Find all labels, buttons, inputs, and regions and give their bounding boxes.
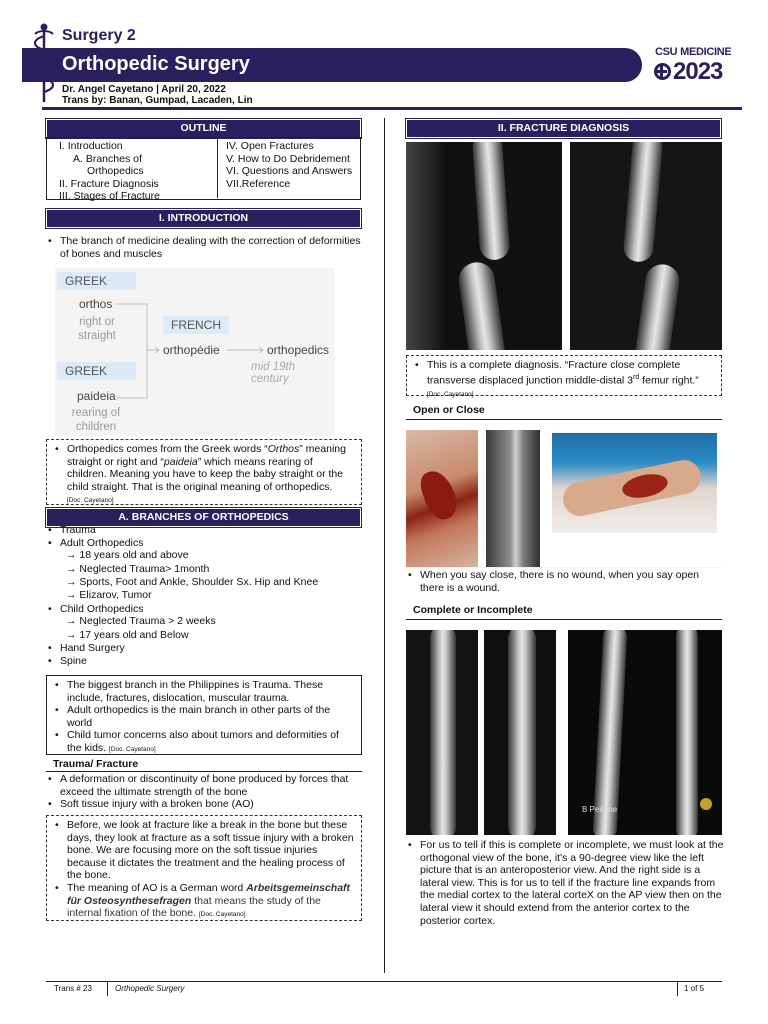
paideia-gloss: rearing of children — [71, 407, 121, 433]
orthos-gloss: right or straight — [78, 316, 116, 342]
diagnosis-note-box — [406, 355, 722, 396]
branches-heading: A. BRANCHES OF ORTHOPEDICS — [47, 509, 360, 526]
branch-subitem: → 18 years old and above — [66, 549, 189, 562]
open-close-heading: Open or Close — [413, 404, 485, 416]
etymology-diagram — [55, 268, 335, 436]
outline-item: I. Introduction — [59, 140, 123, 152]
xray-label: B Peirone — [582, 805, 618, 814]
footer-page: 1 of 5 — [684, 984, 705, 993]
trauma-bullet: • A deformation or discontinuity of bone produced by forces that exceed the ultimate strength of the bone — [46, 773, 364, 798]
branches-note: • The biggest branch in the Philippines is Trauma. These include, fractures, dislocation, muscular trauma. — [53, 679, 355, 704]
outline-item: VII.Reference — [226, 177, 291, 190]
greek-label-2: GREEK — [57, 362, 136, 380]
outline-item: II. Fracture Diagnosis — [59, 177, 159, 190]
word-orthos: orthos — [79, 297, 113, 311]
word-orthopedics: orthopedics — [267, 343, 330, 357]
trauma-list — [46, 773, 364, 811]
open-fracture-leg-photo-image — [552, 433, 717, 533]
xray-bone-upper — [472, 142, 511, 261]
open-fracture-xray-image — [486, 430, 540, 567]
word-orthopedie: orthopédie — [163, 343, 220, 357]
branch-item: • Trauma — [46, 524, 371, 537]
diagnosis-note: • This is a complete diagnosis. “Fracture close complete transverse displaced junction middle-distal 3rd femur right.” [Doc. Cayetano] — [413, 359, 715, 401]
outline-item: VI. Questions and Answers — [226, 165, 353, 178]
word-paideia: paideia — [77, 389, 116, 403]
xray-soft-tissue — [406, 142, 446, 350]
branch-subitem: → Neglected Trauma> 1month — [66, 562, 210, 575]
branch-item: • Adult Orthopedics — [46, 537, 371, 550]
document-title: Orthopedic Surgery — [62, 53, 250, 75]
xray-bone-lower — [457, 260, 508, 350]
trauma-bullet: • Soft tissue injury with a broken bone (AO) — [46, 798, 364, 811]
plus-circle-icon — [654, 63, 671, 80]
branch-subitem: → Neglected Trauma > 2 weeks — [66, 615, 216, 628]
lecturer-line: Dr. Angel Cayetano | April 20, 2022 — [62, 84, 226, 95]
intro-list — [46, 235, 366, 260]
xray-bone-lower — [633, 262, 682, 350]
french-label: FRENCH — [163, 316, 229, 334]
wound-shape — [416, 466, 461, 523]
column-divider — [384, 118, 385, 973]
trauma-note: • Before, we look at fracture like a break in the bone but these days, they look at fracture as a soft tissue injury with a broken bone. We are focusing more on the soft tissue injuries because it dictates the treatment and the healing process of the bone. — [53, 819, 355, 882]
branches-note: • Adult orthopedics is the main branch in other parts of the world — [53, 704, 355, 729]
outline-item: IV. Open Fractures — [226, 140, 314, 152]
intro-bullet: • The branch of medicine dealing with the correction of deformities of bones and muscles — [46, 235, 366, 260]
header-divider — [42, 107, 742, 110]
course-name: Surgery 2 — [62, 27, 136, 44]
century-note: mid 19th century — [251, 361, 296, 385]
footer-trans-number: Trans # 23 — [54, 984, 92, 993]
footer-rule — [46, 981, 722, 982]
complete-list — [406, 839, 726, 927]
branches-list — [46, 524, 371, 667]
footer-divider — [677, 982, 678, 996]
greek-label-1: GREEK — [57, 272, 136, 290]
branch-subitem: → Sports, Foot and Ankle, Shoulder Sx. Hip and Knee — [66, 576, 319, 588]
class-year: 2023 — [654, 58, 722, 86]
outline-col-2 — [217, 137, 357, 198]
intro-note-box — [46, 439, 362, 505]
branch-subitem: → Elizarov, Tumor — [66, 589, 152, 602]
branch-item: • Hand Surgery — [46, 642, 371, 655]
xray-bone — [430, 630, 456, 835]
branch-item: • Spine — [46, 655, 371, 668]
branches-note: • Child tumor concerns also about tumors and deformities of the kids. [Doc. Cayetano] — [53, 729, 355, 756]
trauma-note-box — [46, 815, 362, 921]
outline-heading: OUTLINE — [47, 120, 360, 137]
branch-item: • Child Orthopedics — [46, 603, 371, 616]
complete-xray-ap-image — [406, 630, 478, 835]
intro-note: • Orthopedics comes from the Greek words “Orthos” meaning straight or right and “paideia” which means rearing of children. Meaning you have to keep the baby straight or the child straight. That is the original meaning of orthopedics. [Doc. Cayetano] — [53, 443, 355, 508]
branches-note-box — [46, 675, 362, 755]
intro-note-list — [53, 443, 355, 508]
outline-item: V. How to Do Debridement — [226, 152, 350, 165]
tibia-xray-image — [568, 630, 722, 835]
open-fracture-photo-image — [406, 430, 478, 567]
complete-bullet: • For us to tell if this is complete or incomplete, we must look at the orthogonal view of the bone, it's a 90-degree view like the left picture that is an anteroposterior view. And the right side is a lateral view. This is for us to tell if the fracture line expands from the medial cortex to the lateral corteX on the AP view then on the lateral view it should extend from the anterior cortex to the posterior cortex. — [406, 839, 726, 927]
footer-divider — [107, 982, 108, 996]
title-banner — [22, 48, 642, 82]
trauma-note: • The meaning of AO is a German word Arbeitsgemeinschaft für Osteosynthesefragen that means the study of the internal fixation of the bone. [Doc. Cayetano] — [53, 882, 355, 922]
complete-heading: Complete or Incomplete — [413, 604, 533, 616]
image-gutter — [406, 567, 722, 568]
xray-bone — [508, 630, 536, 835]
trauma-heading: Trauma/ Fracture — [53, 758, 139, 770]
femur-xray-ap-image — [406, 142, 562, 350]
outline-item: III. Stages of Fracture — [59, 190, 160, 203]
diagnosis-heading: II. FRACTURE DIAGNOSIS — [407, 120, 720, 137]
open-close-list — [406, 569, 724, 594]
badge-icon — [700, 798, 712, 810]
complete-xray-lateral-image — [484, 630, 556, 835]
outline-item: Orthopedics — [87, 165, 144, 178]
footer-topic: Orthopedic Surgery — [115, 984, 185, 993]
trans-line: Trans by: Banan, Gumpad, Lacaden, Lin — [62, 95, 253, 106]
trauma-rule — [46, 771, 362, 772]
etymology-arrows — [55, 268, 335, 436]
open-close-rule — [406, 419, 722, 420]
outline-col-1 — [59, 140, 209, 203]
complete-rule — [406, 619, 722, 620]
femur-xray-lateral-image — [570, 142, 722, 350]
branch-subitem: → 17 years old and Below — [66, 628, 189, 641]
outline-box — [46, 137, 361, 203]
org-name: CSU MEDICINE — [655, 46, 732, 58]
xray-bone-upper — [622, 142, 663, 263]
intro-heading: I. INTRODUCTION — [47, 210, 360, 227]
outline-item: A. Branches of — [73, 152, 142, 165]
xray-bone — [676, 630, 698, 835]
open-close-bullet: • When you say close, there is no wound, when you say open there is a wound. — [406, 569, 724, 594]
